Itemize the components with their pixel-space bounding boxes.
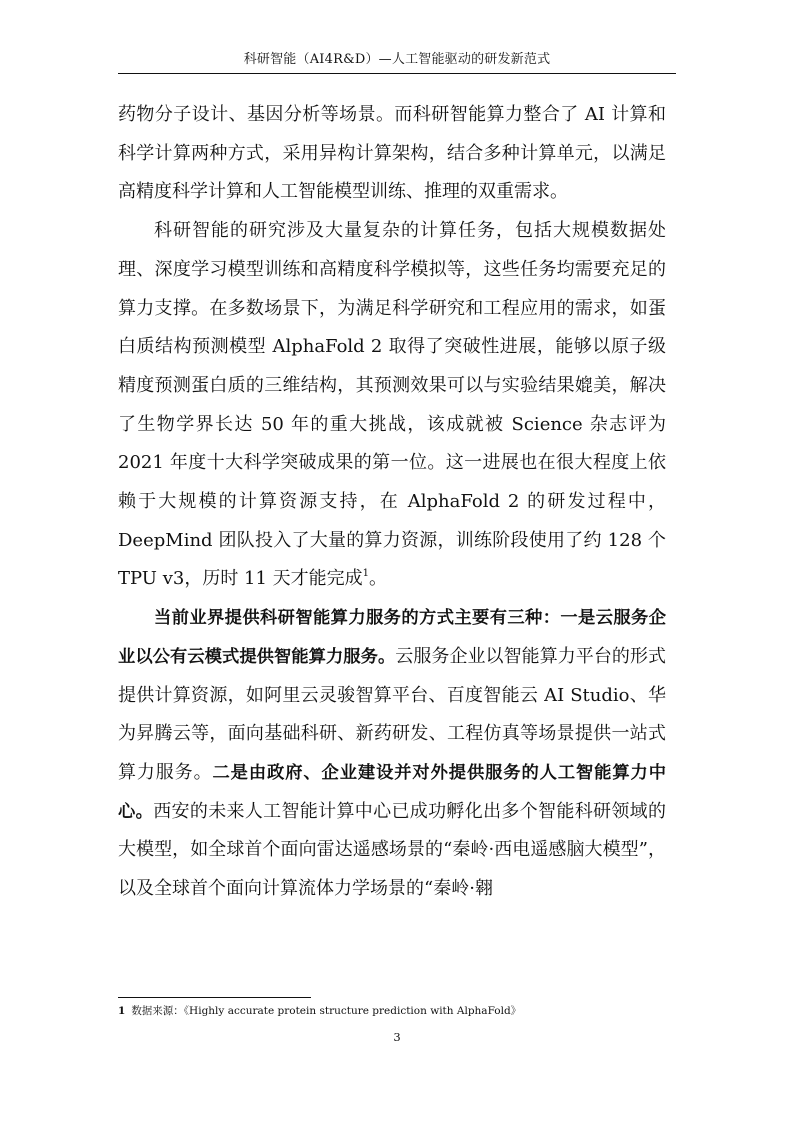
footnote-mark: 1 [118,1005,126,1017]
page-number: 3 [393,1030,401,1044]
footnote [118,1004,658,1019]
paragraph-3-text-2: 西安的未来人工智能计算中心已成功孵化出多个智能科研领域的大模型，如全球首个面向雷达遥感场景的“秦岭·西电遥感脑大模型”，以及全球首个面向计算流体力学场景的“秦岭·翱 [118,800,666,900]
paragraph-3-bold-1: 当前业界提供科研智能算力服务的方式主要有三种：一是云服务企业以公有云模式提供智能算力服务。 [118,608,666,667]
paragraph-2 [118,212,666,599]
footnote-divider [118,997,311,998]
paragraph-2-text: 科研智能的研究涉及大量复杂的计算任务，包括大规模数据处理、深度学习模型训练和高精度科学模拟等，这些任务均需要充足的算力支撑。在多数场景下，为满足科学研究和工程应用的需求，如蛋白质结构预测模型 AlphaFold 2 取得了突破性进展，能够以原子级精度预测蛋白质的三维结构，其预测效果可以与实验结果媲美，解决了生物学界长达 50 年的重大挑战，该成就被 Science 杂志评为 2021 年度十大科学突破成果的第一位。这一进展也在很大程度上依赖于大规模的计算资源支持，在 AlphaFold 2 的研发过程中，DeepMind 团队投入了大量的算力资源，训练阶段使用了约 128 个 TPU v3，历时 11 天才能完成 [118,220,666,590]
footnote-reference[interactable]: 1 [362,568,370,580]
header-divider [118,73,676,74]
footnote-text: 数据来源：《Highly accurate protein structure prediction with AlphaFold》 [131,1005,522,1017]
paragraph-1: 药物分子设计、基因分析等场景。而科研智能算力整合了 AI 计算和科学计算两种方式，采用异构计算架构，结合多种计算单元，以满足高精度科学计算和人工智能模型训练、推理的双重需求。 [118,104,666,203]
paragraph-3-bold-2: 二是由政府、企业建设并对外提供服务的人工智能算力中心。 [118,762,666,822]
body-text [118,96,666,909]
paragraph-2-end: 。 [369,568,388,590]
paragraph-3 [118,599,666,909]
running-header: 科研智能（AI4R&D）—人工智能驱动的研发新范式 [243,52,551,67]
paragraph-3-text-1: 云服务企业以智能算力平台的形式提供计算资源，如阿里云灵骏智算平台、百度智能云 AI Studio、华为昇腾云等，面向基础科研、新药研发、工程仿真等场景提供一站式算力服务。 [118,645,666,783]
